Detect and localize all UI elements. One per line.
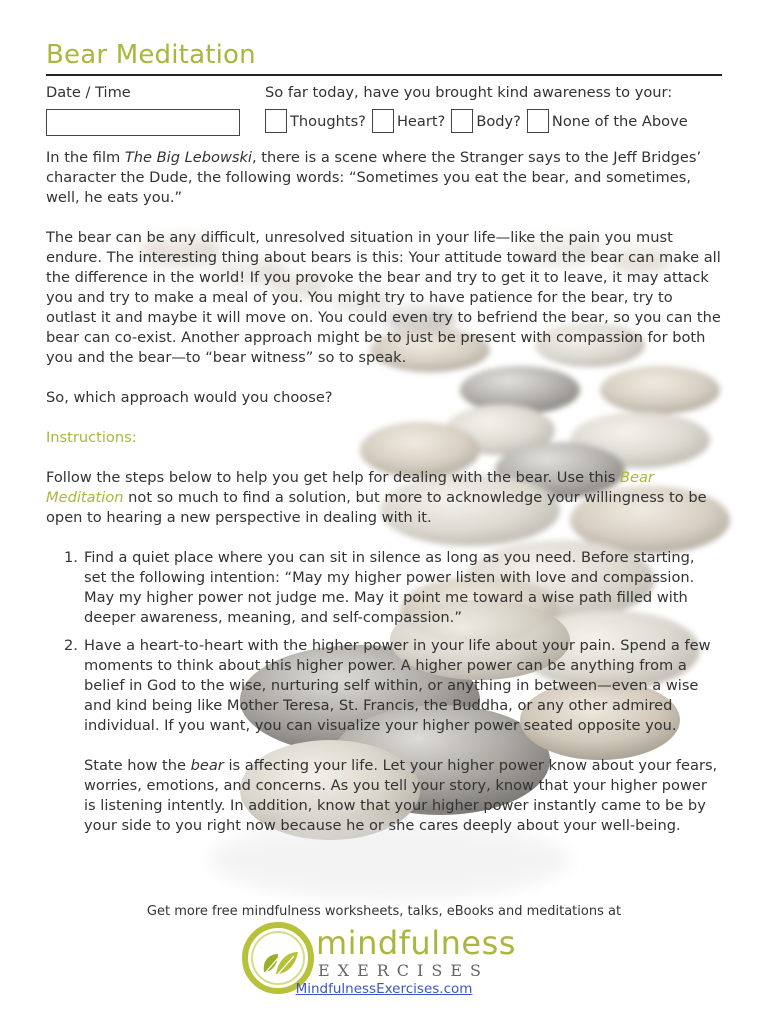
film-title: The Big Lebowski: [124, 149, 252, 166]
none-of-the-above-checkbox-label: None of the Above: [551, 112, 688, 130]
instructions-intro-start: Follow the steps below to help you get help for dealing with the bear. Use this: [46, 469, 620, 486]
title-divider: [46, 74, 722, 76]
date-time-field[interactable]: [46, 109, 240, 136]
step-number: 1.: [64, 549, 78, 566]
step-text: Find a quiet place where you can sit in silence as long as you need. Before starting, set the following intention: “May my higher power listen with love and compassion. May my higher power not judge me. May it point me toward a wise path filled with deeper awareness, meaning, and self-compassion.”: [84, 549, 695, 626]
step-number: 2.: [64, 637, 78, 654]
intro-paragraph-1: [46, 148, 722, 208]
website-link[interactable]: MindfulnessExercises.com: [295, 981, 473, 997]
step-2-p2-start: State how the: [84, 757, 191, 774]
instructions-heading: Instructions:: [46, 429, 137, 446]
awareness-checkboxes: [265, 108, 694, 134]
date-time-label: Date / Time: [46, 84, 131, 101]
intro-paragraph-3: So, which approach would you choose?: [46, 389, 333, 406]
instructions-intro-end: not so much to find a solution, but more to acknowledge your willingness to be open to hearing a new perspective in dealing with it.: [46, 489, 707, 526]
heart-checkbox-label: Heart?: [396, 112, 446, 130]
steps-list: [46, 548, 718, 844]
logo-subtitle: EXERCISES: [318, 961, 489, 980]
body-checkbox[interactable]: [451, 109, 473, 133]
logo-wordmark: mindfulness: [316, 924, 516, 962]
bear-meditation-emphasis: Bear Meditation: [46, 469, 654, 506]
heart-checkbox[interactable]: [372, 109, 394, 133]
thoughts-checkbox[interactable]: [265, 109, 287, 133]
step-item: [46, 636, 718, 836]
step-item: [46, 548, 718, 628]
intro-p1-start: In the film: [46, 149, 125, 166]
step-2-p2-end: is affecting your life. Let your higher power know about your fears, worries, emotions, and concerns. As you tell your story, know that your higher power is listening intently. In addition, know that your higher power instantly came to be by your side to you right now because he or she cares deeply about your well-being.: [84, 757, 718, 834]
intro-paragraph-2: The bear can be any difficult, unresolved situation in your life—like the pain you must endure. The interesting thing about bears is this: Your attitude toward the bear can make all the difference in the world! If you provoke the bear and try to get it to leave, it may attack you and try to make a meal of you. You might try to have patience for the bear, try to outlast it and maybe it will move on. You could even try to befriend the bear, so you can the bear can co-exist. Another approach might be to just be present with compassion for both you and the bear—to “bear witness” so to speak.: [46, 229, 721, 366]
page-title: Bear Meditation: [46, 40, 256, 70]
none-of-the-above-checkbox[interactable]: [527, 109, 549, 133]
thoughts-checkbox-label: Thoughts?: [290, 112, 366, 130]
intro-p1-end: , there is a scene where the Stranger says to the Jeff Bridges’ character the Dude, the following words: “Sometimes you eat the bear, and sometimes, well, he eats you.”: [46, 149, 702, 206]
step-text: Have a heart-to-heart with the higher power in your life about your pain. Spend a few moments to think about this higher power. A higher power can be anything from a belief in God to the wise, nurturing self within, or anything in between—even a wise and kind being like Mother Teresa, St. Francis, the Buddha, or any other admired individual. If you want, you can visualize your higher power seated opposite you.: [84, 637, 711, 734]
bear-emphasis: bear: [190, 757, 224, 774]
body-checkbox-label: Body?: [476, 112, 521, 130]
instructions-intro: [46, 468, 722, 528]
step-text-continued: [84, 756, 718, 836]
footer-tagline: Get more free mindfulness worksheets, talks, eBooks and meditations at: [146, 904, 622, 919]
awareness-question: So far today, have you brought kind awareness to your:: [265, 84, 673, 101]
